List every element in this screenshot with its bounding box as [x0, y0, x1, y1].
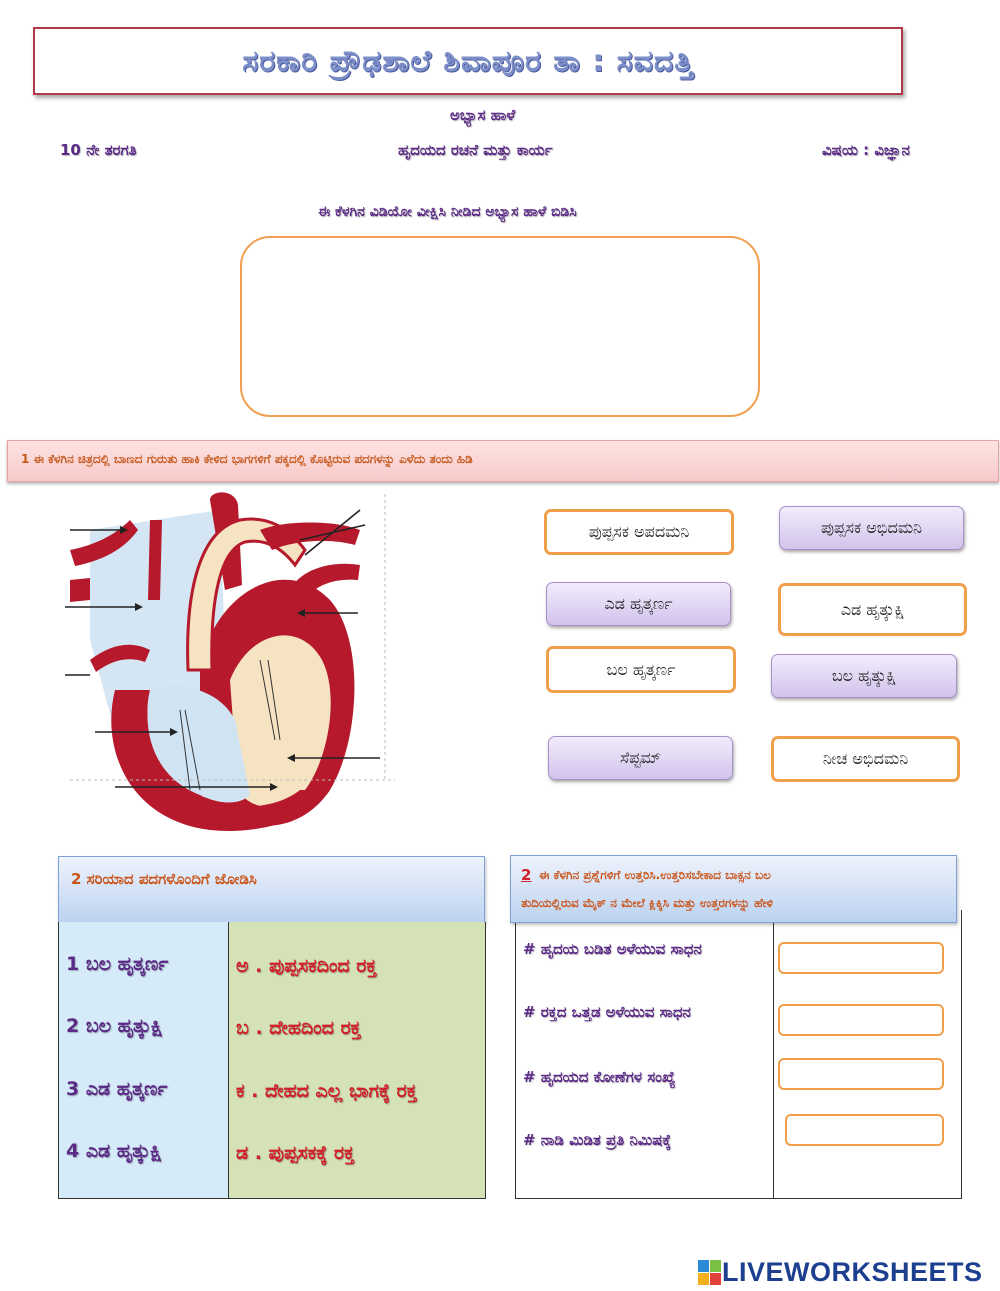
word-left-ventricle[interactable]: ಎಡ ಹೃತ್ಕುಕ್ಷಿ [778, 583, 967, 636]
questions-divider [773, 910, 774, 1198]
match-left-item[interactable]: 3 ಎಡ ಹೃತ್ಕರ್ಣ [66, 1078, 168, 1100]
logo-text: LIVEWORKSHEETS [722, 1257, 983, 1287]
match-right-item[interactable]: ಅ . ಪುಪ್ಪಸಕದಿಂದ ರಕ್ತ [236, 955, 377, 977]
answer-input[interactable] [778, 1004, 944, 1036]
question-text: # ಹೃದಯದ ಕೋಣೆಗಳ ಸಂಖ್ಯೆ [523, 1068, 676, 1086]
heart-diagram [60, 490, 400, 840]
word-right-ventricle[interactable]: ಬಲ ಹೃತ್ಕುಕ್ಷಿ [771, 654, 957, 698]
word-right-atrium[interactable]: ಬಲ ಹೃತ್ಕರ್ಣ [546, 646, 736, 693]
logo-blocks-icon [698, 1260, 722, 1286]
word-pulmonary-artery[interactable]: ಪುಪ್ಪಸಕ ಅಪದಮನಿ [544, 509, 734, 555]
section2-heading: 2 ಸರಿಯಾದ ಪದಗಳೊಂದಿಗೆ ಜೋಡಿಸಿ [71, 870, 257, 888]
section1-banner [7, 440, 999, 482]
question-text: # ರಕ್ತದ ಒತ್ತಡ ಅಳೆಯುವ ಸಾಧನ [523, 1003, 691, 1021]
section3-header [510, 855, 957, 923]
video-instruction: ಈ ಕೆಳಗಿನ ವಿಡಿಯೋ ವೀಕ್ಷಿಸಿ ನೀಡಿದ ಅಭ್ಯಾಸ ಹಾಳೆ ಬಿಡಿಸಿ [318, 204, 577, 220]
school-title-box [33, 27, 903, 95]
answer-input[interactable] [785, 1114, 944, 1146]
question-text: # ನಾಡಿ ಮಿಡಿತ ಪ್ರತಿ ನಿಮಿಷಕ್ಕೆ [523, 1131, 672, 1149]
worksheet-subtitle: ಅಭ್ಯಾಸ ಹಾಳೆ [450, 106, 516, 124]
word-pulmonary-vein[interactable]: ಪುಪ್ಪಸಕ ಅಭಿದಮನಿ [779, 506, 964, 550]
match-left-item[interactable]: 4 ಎಡ ಹೃತ್ಕುಕ್ಷಿ [66, 1140, 162, 1162]
match-left-item[interactable]: 1 ಬಲ ಹೃತ್ಕರ್ಣ [66, 953, 169, 975]
liveworksheets-logo [698, 1257, 983, 1288]
section2-header [58, 856, 485, 924]
match-right-item[interactable]: ಕ . ದೇಹದ ಎಲ್ಲ ಭಾಗಕ್ಕೆ ರಕ್ತ [236, 1080, 417, 1102]
video-player[interactable] [240, 236, 760, 417]
match-left-item[interactable]: 2 ಬಲ ಹೃತ್ಕುಕ್ಷಿ [66, 1015, 163, 1037]
section3-heading-line2: ತುದಿಯಲ್ಲಿರುವ ಮೈಕ್ ನ ಮೇಲೆ ಕ್ಲಿಕ್ಕಿಸಿ ಮತ್ತು ಉತ್ತರಗಳನ್ನು ಹೇಳಿ [521, 896, 773, 910]
subject-label: ವಿಷಯ : ವಿಜ್ಞಾನ [822, 141, 910, 159]
section3-number: 2 [521, 866, 532, 884]
match-right-item[interactable]: ಡ . ಪುಪ್ಪಸಕಕ್ಕೆ ರಕ್ತ [236, 1142, 355, 1164]
word-septum[interactable]: ಸೆಪ್ಟಮ್ [548, 736, 733, 780]
school-title: ಸರಕಾರಿ ಪ್ರೌಢಶಾಲೆ ಶಿವಾಪೂರ ತಾ : ಸವದತ್ತಿ [242, 43, 694, 79]
question-text: # ಹೃದಯ ಬಡಿತ ಅಳೆಯುವ ಸಾಧನ [523, 940, 702, 958]
section1-instruction: 1 ಈ ಕೆಳಗಿನ ಚಿತ್ರದಲ್ಲಿ ಬಾಣದ ಗುರುತು ಹಾಕಿ ಕೇಳಿದ ಭಾಗಗಳಿಗೆ ಪಕ್ಕದಲ್ಲಿ ಕೊಟ್ಟಿರುವ ಪದಗಳನ್ನು ಎಳೆದು ತಂದು ಹಿಡಿ [21, 452, 473, 466]
topic-label: ಹೃದಯದ ರಚನೆ ಮತ್ತು ಕಾರ್ಯ [398, 141, 553, 159]
answer-input[interactable] [778, 942, 944, 974]
answer-input[interactable] [778, 1058, 944, 1090]
class-label: 10 ನೇ ತರಗತಿ [60, 141, 137, 159]
match-right-item[interactable]: ಬ . ದೇಹದಿಂದ ರಕ್ತ [236, 1017, 361, 1039]
word-left-atrium[interactable]: ಎಡ ಹೃತ್ಕರ್ಣ [546, 582, 731, 626]
word-vena-cava[interactable]: ನೀಚ ಅಭಿದಮನಿ [771, 736, 960, 782]
section3-heading-line1: ಈ ಕೆಳಗಿನ ಪ್ರಶ್ನೆಗಳಿಗೆ ಉತ್ತರಿಸಿ.ಉತ್ತರಿಸಬೇಕಾದ ಬಾಕ್ಸನ ಬಲ [539, 868, 771, 882]
